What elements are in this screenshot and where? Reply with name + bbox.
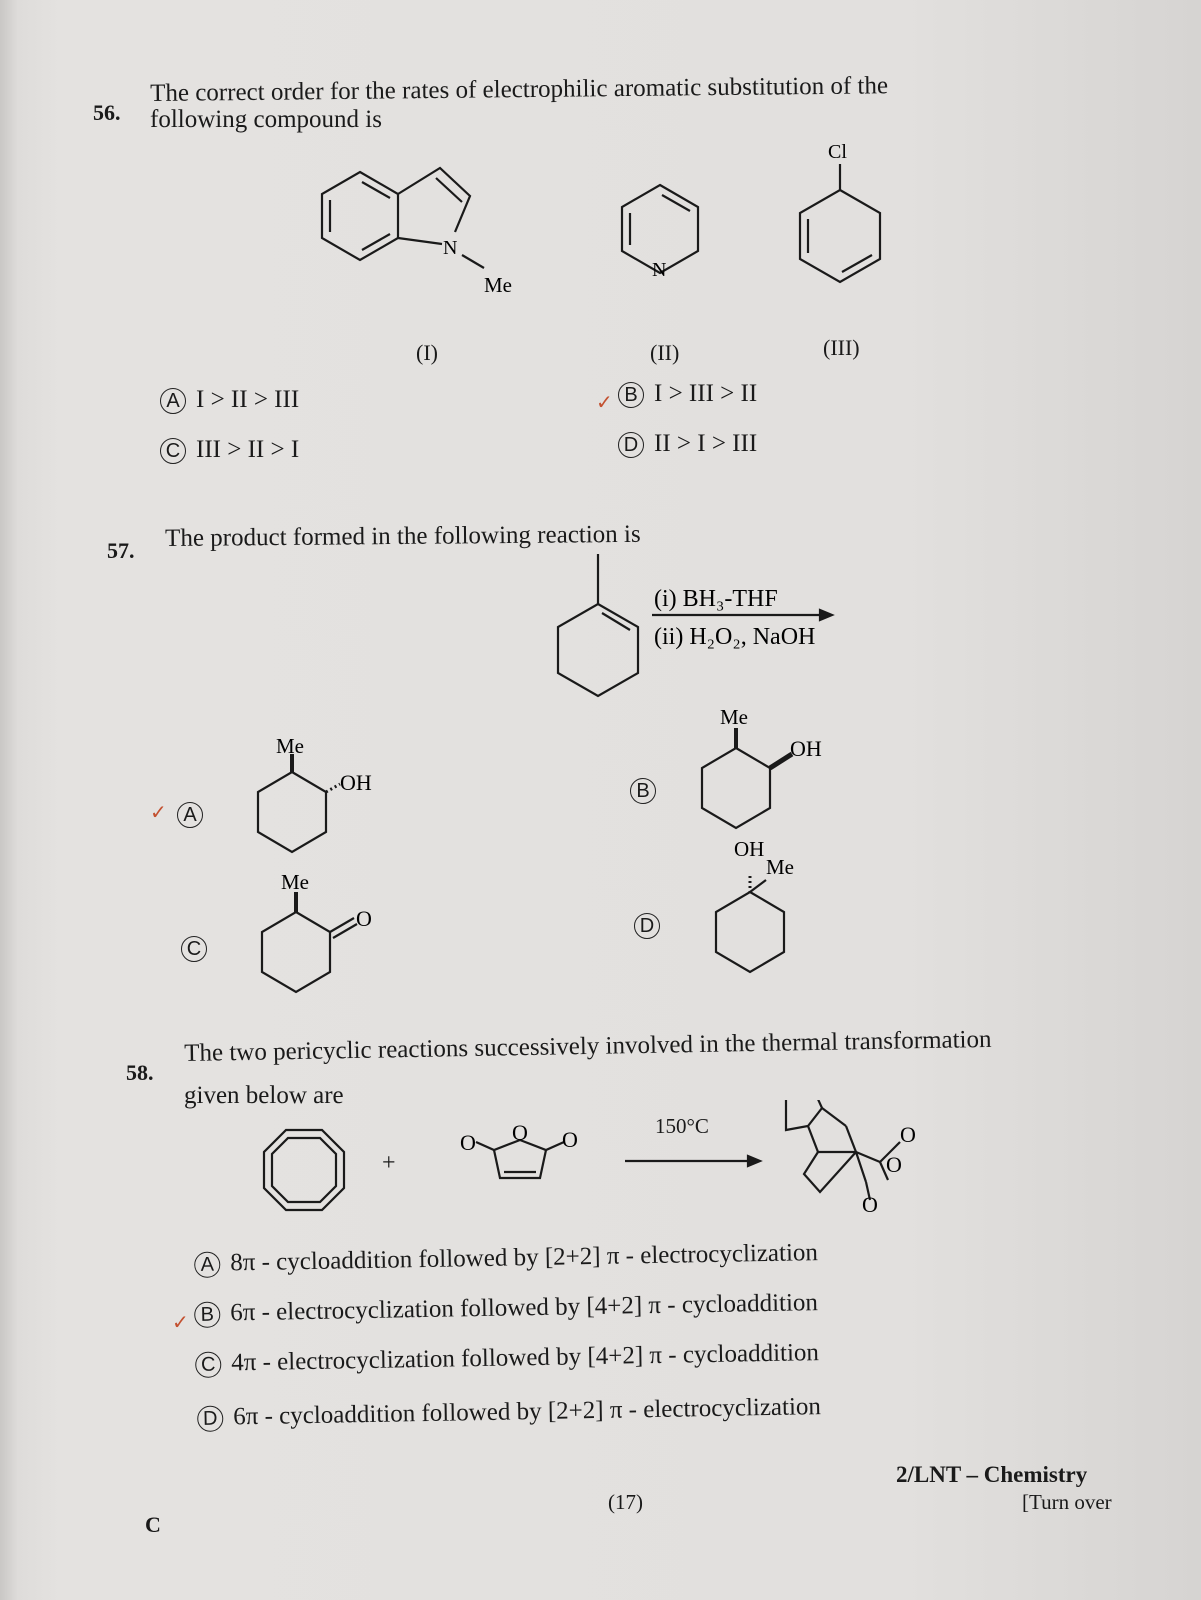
option-c-o-label: O: [356, 906, 372, 931]
q58-option-d-text: 6π - cycloaddition followed by [2+2] π - electrocyclization: [232, 1393, 822, 1431]
q58-option-d[interactable]: [197, 1393, 821, 1432]
anhydride-o-left: O: [460, 1130, 476, 1155]
option-a-oh-label: OH: [340, 770, 372, 795]
option-b-structure: [702, 728, 792, 828]
option-b-oh-label: OH: [790, 736, 822, 761]
tick-mark: ✓: [172, 1310, 189, 1334]
q58-option-b[interactable]: [194, 1289, 818, 1328]
question-57-text: The product formed in the following reaction is: [165, 520, 641, 552]
pyridine-n-label: N: [652, 259, 667, 281]
option-a-structure: [258, 754, 340, 852]
maleic-anhydride: [476, 1140, 564, 1178]
q57-option-b[interactable]: [630, 776, 666, 804]
product-o-top: O: [900, 1122, 916, 1147]
option-d-structure: [716, 876, 784, 972]
q58-structures: [0, 1100, 1201, 1230]
paper-code: 2/LNT – Chemistry: [896, 1462, 1088, 1487]
question-58-number: 58.: [126, 1060, 154, 1085]
question-58-text-line2: given below are: [184, 1082, 344, 1109]
tick-mark: ✓: [596, 390, 613, 414]
option-letter-c: C: [195, 1352, 221, 1378]
q56-option-c-text: III > II > I: [196, 436, 300, 463]
option-letter-c: C: [181, 936, 207, 962]
chlorine-label: Cl: [828, 141, 847, 163]
question-56-text-line2: following compound is: [150, 106, 382, 133]
option-a-me-label: Me: [276, 734, 304, 758]
option-letter-c: C: [160, 438, 186, 464]
option-letter-b: B: [630, 778, 656, 804]
reaction-arrow: [625, 1156, 760, 1166]
option-d-me-label: Me: [766, 855, 794, 879]
cyclooctatetraene: [264, 1130, 344, 1210]
q58-option-a-text: 8π - cycloaddition followed by [2+2] π - electrocyclization: [229, 1239, 819, 1277]
option-letter-a: A: [160, 388, 186, 414]
option-letter-d: D: [618, 432, 644, 458]
reaction-condition: 150°C: [655, 1114, 709, 1138]
option-d-oh-label: OH: [734, 837, 765, 861]
indole-me-label: Me: [484, 273, 512, 297]
compound-II-label: (II): [650, 340, 680, 365]
q57-option-c[interactable]: [181, 934, 217, 962]
tick-mark: ✓: [150, 800, 167, 824]
option-letter-a: A: [177, 802, 203, 828]
option-c-me-label: Me: [281, 870, 309, 894]
q58-option-a[interactable]: [194, 1239, 818, 1278]
compound-I-label: (I): [416, 340, 438, 365]
q58-option-b-text: 6π - electrocyclization followed by [4+2] π - cycloaddition: [229, 1289, 819, 1327]
q56-option-c[interactable]: [160, 436, 299, 464]
series-code: C: [145, 1512, 161, 1537]
q57-option-a[interactable]: [177, 800, 213, 828]
q56-option-a[interactable]: [160, 386, 299, 414]
turn-over-note: [Turn over: [1022, 1490, 1112, 1514]
page-number: (17): [608, 1490, 643, 1514]
indole-n-label: N: [443, 237, 458, 259]
question-57-number: 57.: [107, 538, 135, 563]
product-o-bottom: O: [862, 1192, 878, 1217]
option-letter-d: D: [634, 913, 660, 939]
option-c-structure: [262, 892, 357, 992]
compound-I-indole: [322, 168, 484, 268]
reagent-1: (i) BH₃-THF: [654, 586, 778, 612]
anhydride-o-right: O: [562, 1127, 578, 1152]
anhydride-o-ring: O: [512, 1120, 528, 1145]
reagent-2: (ii) H₂O₂, NaOH: [654, 624, 816, 650]
option-letter-a: A: [194, 1252, 220, 1278]
q56-option-b[interactable]: [618, 380, 757, 408]
reactant-methylcyclohexene: [558, 554, 638, 696]
option-letter-b: B: [618, 382, 644, 408]
q58-option-c[interactable]: [195, 1339, 819, 1378]
cycloadduct-product: [786, 1100, 900, 1200]
compound-III-label: (III): [823, 335, 860, 360]
q56-option-b-text: I > III > II: [654, 380, 758, 407]
q57-option-d[interactable]: [634, 911, 670, 939]
plus-sign: +: [382, 1150, 396, 1176]
question-56-number: 56.: [93, 100, 121, 125]
option-b-me-label: Me: [720, 705, 748, 729]
q56-option-d-text: II > I > III: [654, 430, 758, 457]
option-letter-d: D: [197, 1406, 223, 1432]
question-56-text-line1: The correct order for the rates of electrophilic aromatic substitution of the: [150, 72, 889, 107]
compound-III-chlorobenzene: [800, 164, 880, 282]
question-58-text-line1: The two pericyclic reactions successively involved in the thermal transformation: [184, 1025, 992, 1067]
q56-option-d[interactable]: [618, 430, 757, 458]
option-letter-b: B: [194, 1302, 220, 1328]
q58-option-c-text: 4π - electrocyclization followed by [4+2] π - cycloaddition: [230, 1339, 820, 1377]
product-o-ring: O: [886, 1152, 902, 1177]
q56-option-a-text: I > II > III: [196, 386, 300, 413]
